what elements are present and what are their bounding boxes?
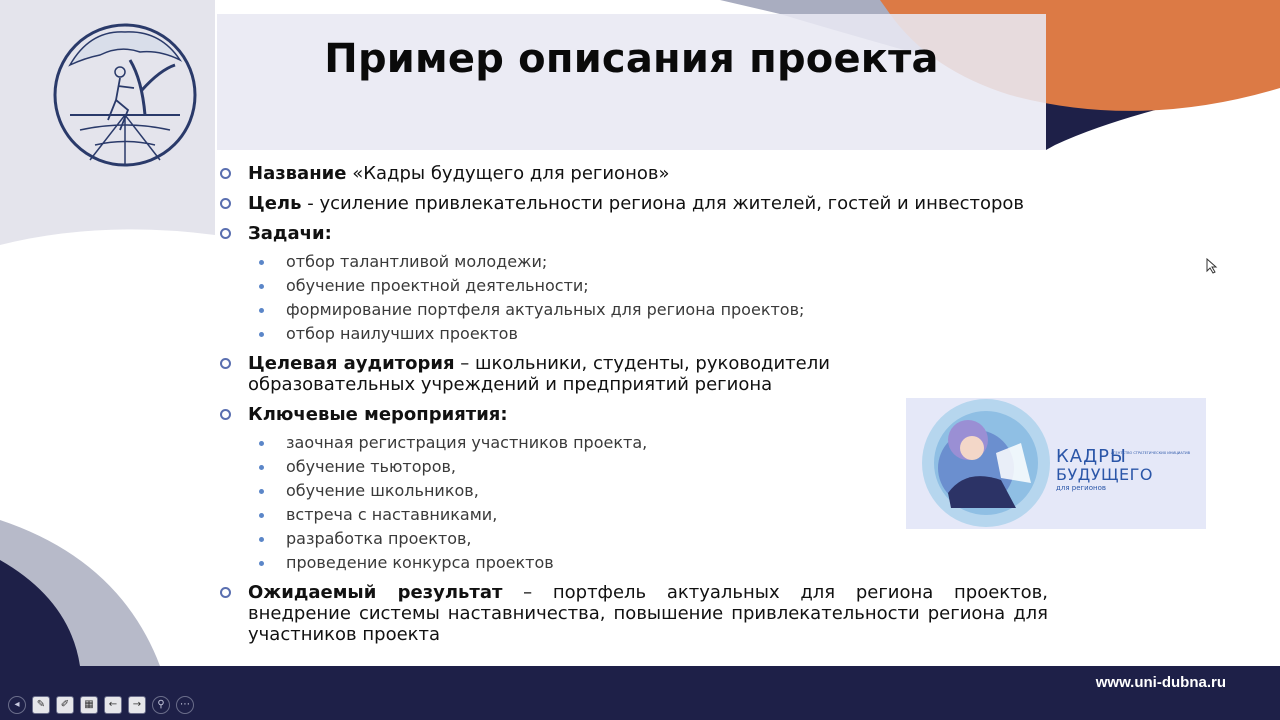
ring-bullet-icon — [220, 409, 231, 420]
item-text: школьники, студенты, руководители образовательных учреждений и предприятий региона — [248, 353, 830, 395]
sublist-text: заочная регистрация участников проекта, — [286, 433, 648, 452]
item-sep: – — [454, 353, 475, 374]
slides-grid-icon[interactable]: ▦ — [80, 696, 98, 714]
sublist-text: отбор наилучших проектов — [286, 324, 518, 343]
footer-url[interactable]: www.uni-dubna.ru — [1095, 674, 1226, 691]
item-head: Ключевые мероприятия: — [248, 404, 508, 425]
dot-bullet-icon — [259, 284, 264, 289]
back-arrow-icon[interactable]: ← — [104, 696, 122, 714]
item-text: портфель актуальных для региона проектов, внедрение системы наставничества, повышение привлекательности региона для участников проекта — [248, 582, 1048, 645]
zoom-icon[interactable]: ⚲ — [152, 696, 170, 714]
sublist-text: отбор талантливой молодежи; — [286, 252, 548, 271]
item-text: усиление привлекательности региона для жителей, гостей и инвесторов — [319, 193, 1025, 214]
ring-bullet-icon — [220, 358, 231, 369]
presentation-toolbar — [8, 695, 194, 715]
dot-bullet-icon — [259, 332, 264, 337]
sublist-text: обучение школьников, — [286, 481, 479, 500]
list-item-tasks — [218, 223, 1048, 244]
pen-icon[interactable]: ✎ — [32, 696, 50, 714]
dot-bullet-icon — [259, 441, 264, 446]
sublist-text: встреча с наставниками, — [286, 505, 498, 524]
ring-bullet-icon — [220, 168, 231, 179]
item-text: «Кадры будущего для регионов» — [352, 163, 670, 184]
dot-bullet-icon — [259, 260, 264, 265]
sublist-item — [256, 551, 1048, 575]
dot-bullet-icon — [259, 308, 264, 313]
more-icon[interactable]: ⋯ — [176, 696, 194, 714]
forward-arrow-icon[interactable]: → — [128, 696, 146, 714]
sublist-item — [256, 250, 1048, 274]
sublist-item — [256, 527, 1048, 551]
university-logo — [50, 20, 200, 170]
dot-bullet-icon — [259, 513, 264, 518]
sublist-text: обучение тьюторов, — [286, 457, 456, 476]
sublist-text: формирование портфеля актуальных для региона проектов; — [286, 300, 805, 319]
slide-title: Пример описания проекта — [324, 36, 939, 82]
list-item-result — [218, 582, 1048, 645]
item-head: Целевая аудитория — [248, 353, 455, 374]
banner-agency: АГЕНТСТВО СТРАТЕГИЧЕСКИХ ИНИЦИАТИВ — [1111, 451, 1190, 455]
dot-bullet-icon — [259, 537, 264, 542]
list-item-audience — [218, 353, 968, 395]
prev-slide-icon[interactable]: ◂ — [8, 696, 26, 714]
ring-bullet-icon — [220, 228, 231, 239]
item-sep: – — [502, 582, 553, 603]
banner-line1: КАДРЫ — [1056, 446, 1127, 467]
list-item-goal — [218, 193, 1048, 214]
dot-bullet-icon — [259, 489, 264, 494]
list-item-name — [218, 163, 1048, 184]
ring-bullet-icon — [220, 198, 231, 209]
item-head: Название — [248, 163, 347, 184]
sublist-text: разработка проектов, — [286, 529, 472, 548]
sublist-item — [256, 298, 1048, 322]
banner-line2: БУДУЩЕГО — [1056, 465, 1153, 484]
kadry-budushchego-banner — [906, 398, 1206, 529]
item-head: Цель — [248, 193, 302, 214]
item-head: Задачи: — [248, 223, 332, 244]
title-box — [217, 14, 1046, 150]
sublist-item — [256, 274, 1048, 298]
sublist-item — [256, 322, 1048, 346]
sublist-text: проведение конкурса проектов — [286, 553, 554, 572]
sublist-text: обучение проектной деятельности; — [286, 276, 589, 295]
dot-bullet-icon — [259, 561, 264, 566]
item-head: Ожидаемый результат — [248, 582, 503, 603]
dot-bullet-icon — [259, 465, 264, 470]
tasks-sublist — [218, 250, 1048, 346]
girl-face-icon — [960, 436, 984, 460]
banner-line3: для регионов — [1056, 484, 1106, 492]
highlighter-icon[interactable]: ✐ — [56, 696, 74, 714]
mouse-cursor-icon — [1206, 258, 1218, 274]
ring-bullet-icon — [220, 587, 231, 598]
item-sep: - — [301, 193, 320, 214]
